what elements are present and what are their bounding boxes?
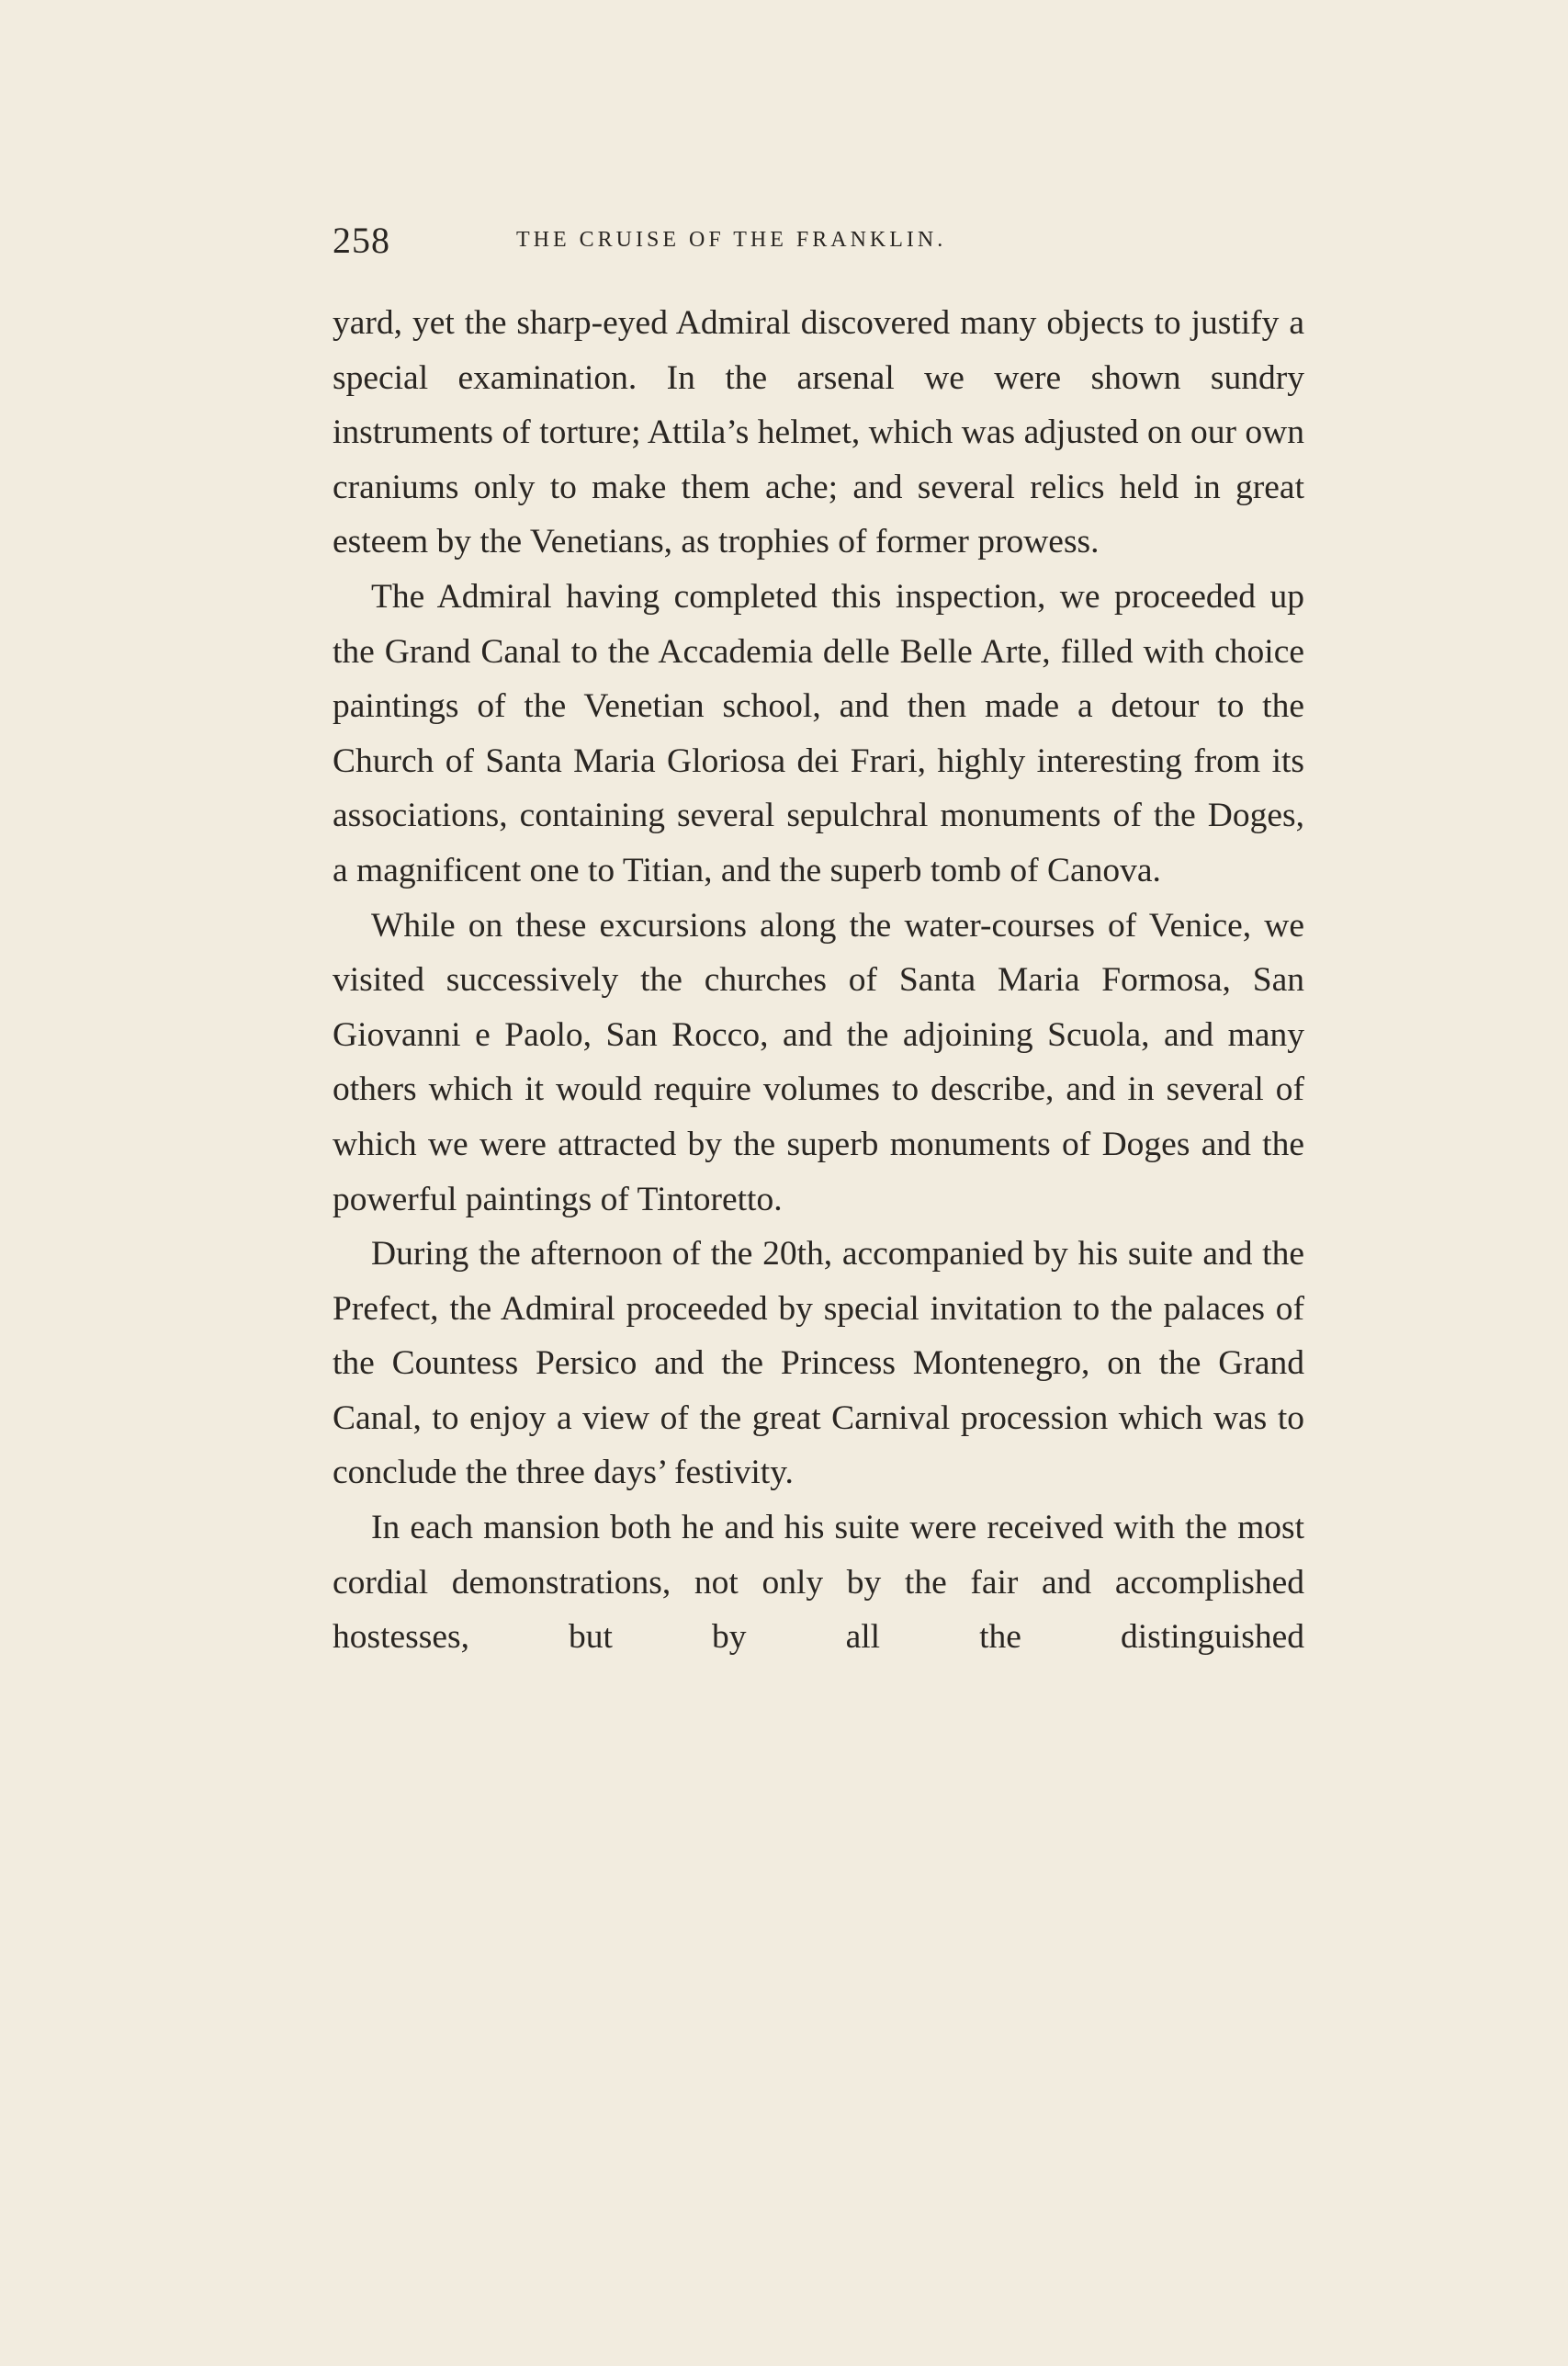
page-body — [333, 296, 1304, 1665]
page-header — [333, 219, 1304, 274]
running-title: THE CRUISE OF THE FRANKLIN. — [516, 228, 947, 252]
paragraph: While on these excursions along the water-courses of Venice, we visited successively the churches of Santa Maria Formosa, San Giovanni e Paolo, San Rocco, and the adjoining Scuola, and many others which it would require volumes to describe, and in several of which we were attracted by the superb monuments of Doges and the powerful paintings of Tintoretto. — [333, 906, 1304, 1218]
paragraph: yard, yet the sharp-eyed Admiral discovered many objects to justify a special examination. In the arsenal we were shown sundry instruments of torture; Attila’s helmet, which was adjusted on our own craniums only to make them ache; and several relics held in great esteem by the Venetians, as trophies of former prowess. — [333, 304, 1304, 561]
paragraph: The Admiral having completed this inspection, we proceeded up the Grand Canal to the Accademia delle Belle Arte, filled with choice paintings of the Venetian school, and then made a detour to the Church of Santa Maria Gloriosa dei Frari, highly interesting from its associations, containing several sepulchral monuments of the Doges, a magnificent one to Titian, and the superb tomb of Canova. — [333, 577, 1304, 889]
page-number: 258 — [333, 220, 390, 261]
paragraph: During the afternoon of the 20th, accompanied by his suite and the Prefect, the Admiral proceeded by special invitation to the palaces of the Countess Persico and the Princess Montenegro, on the Grand Canal, to enjoy a view of the great Carnival procession which was to conclude the three days’ festivity. — [333, 1235, 1304, 1492]
paragraph: In each mansion both he and his suite were received with the most cordial demonstrations, not only by the fair and accomplished hostesses, but by all the distinguished — [333, 1509, 1304, 1657]
